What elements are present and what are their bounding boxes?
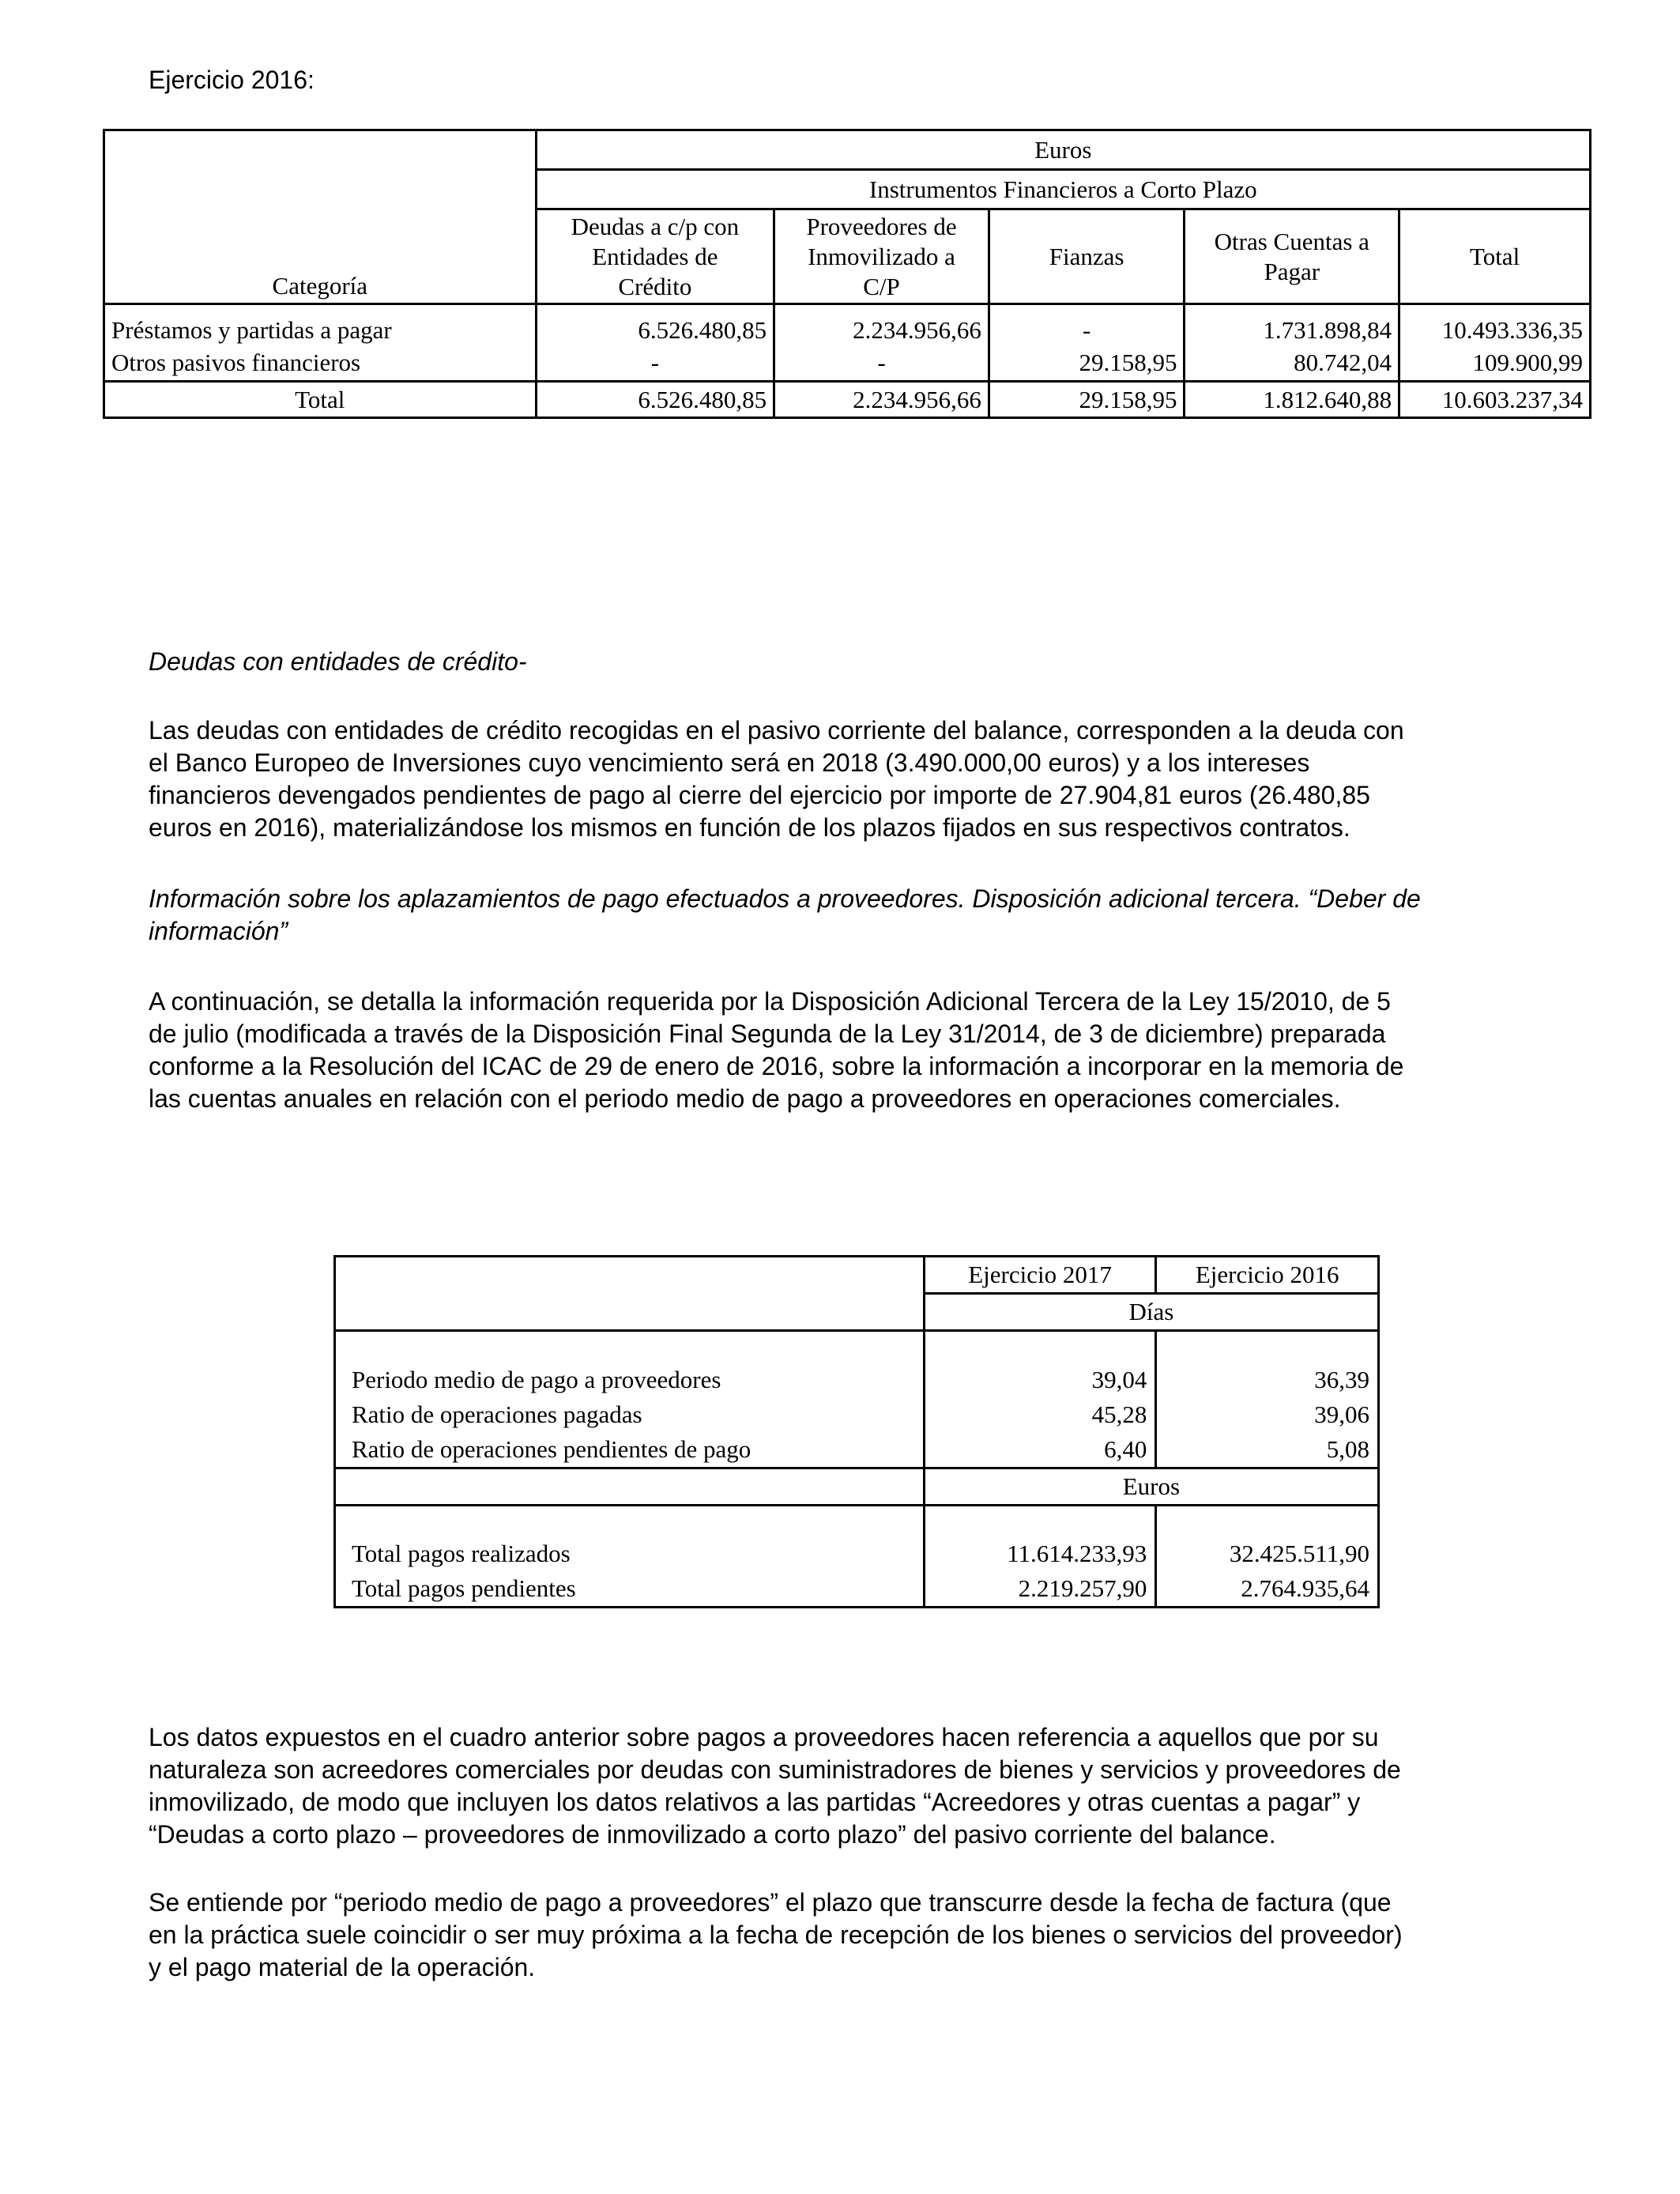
cell: 109.900,99 <box>1399 345 1591 382</box>
cell: 32.425.511,90 <box>1156 1505 1379 1571</box>
total-cell: 6.526.480,85 <box>536 382 774 418</box>
row-label: Préstamos y partidas a pagar <box>104 304 537 345</box>
cell: 6,40 <box>924 1432 1156 1468</box>
row-label: Total pagos pendientes <box>335 1571 925 1608</box>
cell: - <box>536 345 774 382</box>
total-cell: 2.234.956,66 <box>774 382 989 418</box>
cell: 5,08 <box>1156 1432 1379 1468</box>
page-heading: Ejercicio 2016: <box>149 66 315 94</box>
col-header-otras: Otras Cuentas a Pagar <box>1185 209 1399 304</box>
total-cell: 1.812.640,88 <box>1185 382 1399 418</box>
cell: 80.742,04 <box>1185 345 1399 382</box>
col-header-proveedores: Proveedores de Inmovilizado a C/P <box>774 209 989 304</box>
col-2017: Ejercicio 2017 <box>924 1257 1156 1294</box>
row-label: Ratio de operaciones pagadas <box>335 1397 925 1432</box>
total-cell: 10.603.237,34 <box>1399 382 1591 418</box>
cell: 10.493.336,35 <box>1399 304 1591 345</box>
cell: 29.158,95 <box>989 345 1185 382</box>
cell: 39,06 <box>1156 1397 1379 1432</box>
unit-euros: Euros <box>924 1468 1378 1505</box>
cell: 2.219.257,90 <box>924 1571 1156 1608</box>
cell: 45,28 <box>924 1397 1156 1432</box>
paragraph-aplazamientos: A continuación, se detalla la información requerida por la Disposición Adicional Tercera de la Ley 15/2010, de 5 de julio (modificada a través de la Disposición Final Segunda de la Ley 31/2014, de 3 de diciembre) preparada conforme a la Resolución del ICAC de 29 de enero de 2016, sobre la información a incorporar en la memoria de las cuentas anuales en relación con el periodo medio de pago a proveedores en operaciones comerciales. <box>149 987 1404 1113</box>
col-header-deudas: Deudas a c/p con Entidades de Crédito <box>536 209 774 304</box>
cell: 2.764.935,64 <box>1156 1571 1379 1608</box>
category-header: Categoría <box>104 130 537 304</box>
cell: 11.614.233,93 <box>924 1505 1156 1571</box>
col-header-total: Total <box>1399 209 1591 304</box>
group-header: Instrumentos Financieros a Corto Plazo <box>536 170 1590 209</box>
unit-days: Días <box>924 1294 1378 1331</box>
cell: 2.234.956,66 <box>774 304 989 345</box>
total-label: Total <box>104 382 537 418</box>
paragraph-periodo-medio: Se entiende por “periodo medio de pago a proveedores” el plazo que transcurre desde la fecha de factura (que en la práctica suele coincidir o ser muy próxima a la fecha de recepción de los bienes o servicios del proveedor) y el pago material de la operación. <box>149 1888 1403 1981</box>
cell: 1.731.898,84 <box>1185 304 1399 345</box>
row-label: Otros pasivos financieros <box>104 345 537 382</box>
cell: 36,39 <box>1156 1331 1379 1397</box>
paragraph-deudas: Las deudas con entidades de crédito recogidas en el pasivo corriente del balance, corresponden a la deuda con el Banco Europeo de Inversiones cuyo vencimiento será en 2018 (3.490.000,00 euros) y a los intereses financieros devengados pendientes de pago al cierre del ejercicio por importe de 27.904,81 euros (26.480,85 euros en 2016), materializándose los mismos en función de los plazos fijados en sus respectivos contratos. <box>149 716 1404 842</box>
payment-period-table <box>333 1255 1380 1608</box>
col-header-fianzas: Fianzas <box>989 209 1185 304</box>
col-2016: Ejercicio 2016 <box>1156 1257 1379 1294</box>
cell: 39,04 <box>924 1331 1156 1397</box>
cell: - <box>774 345 989 382</box>
row-label: Total pagos realizados <box>335 1505 925 1571</box>
section-title-aplazamientos: Información sobre los aplazamientos de pago efectuados a proveedores. Disposición adicional tercera. “Deber de información” <box>149 884 1421 945</box>
cell: - <box>989 304 1185 345</box>
cell: 6.526.480,85 <box>536 304 774 345</box>
blank-cell <box>335 1468 925 1505</box>
euros-header: Euros <box>536 130 1590 170</box>
row-label: Periodo medio de pago a proveedores <box>335 1331 925 1397</box>
blank-header <box>335 1257 925 1331</box>
financial-instruments-table <box>103 129 1591 419</box>
paragraph-datos-expuestos: Los datos expuestos en el cuadro anterior sobre pagos a proveedores hacen referencia a aquellos que por su naturaleza son acreedores comerciales por deudas con suministradores de bienes y servicios y proveedores de inmovilizado, de modo que incluyen los datos relativos a las partidas “Acreedores y otras cuentas a pagar” y “Deudas a corto plazo – proveedores de inmovilizado a corto plazo” del pasivo corriente del balance. <box>149 1723 1401 1849</box>
row-label: Ratio de operaciones pendientes de pago <box>335 1432 925 1468</box>
total-cell: 29.158,95 <box>989 382 1185 418</box>
section-title-deudas: Deudas con entidades de crédito- <box>149 647 527 676</box>
